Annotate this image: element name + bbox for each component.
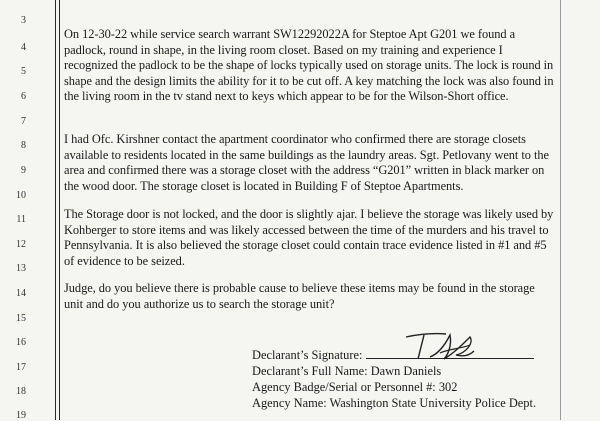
line-number: 9 (21, 165, 26, 176)
full-name-row: Declarant’s Full Name: Dawn Daniels (252, 364, 442, 378)
badge-row: Agency Badge/Serial or Personnel #: 302 (252, 380, 458, 394)
paragraph-storage-door: The Storage door is not locked, and the door is slightly ajar. I believe the storage was likely used by Kohberger to store items and was likely accessed between the time of the murders and his travel to Pennsylvania. It is also believed the storage closet could contain trace evidence listed in #1 and #5 of evidence to be seized. (64, 207, 554, 268)
margin-rule-outer (55, 0, 56, 420)
line-number: 18 (16, 386, 26, 397)
paragraph-storage-closet: I had Ofc. Kirshner contact the apartment coordinator who confirmed there are storage closets available to residents located in the same buildings as the laundry areas. Sgt. Petlovany went to the area and confirmed there was a storage closet with the address “G201” written in black marker on the wood door. The storage closet is located in Building F of Steptoe Apartments. (64, 132, 549, 193)
signature-row (252, 347, 562, 363)
line-number: 14 (16, 288, 26, 299)
line-number: 10 (16, 190, 26, 201)
line-number: 12 (16, 239, 26, 250)
paragraph-judge-question: Judge, do you believe there is probable cause to believe these items may be found in the storage unit and do you authorize us to search the storage unit? (64, 281, 535, 311)
line-number: 16 (16, 337, 26, 348)
signature-line (366, 357, 534, 359)
line-number: 11 (16, 214, 26, 225)
line-number: 7 (21, 116, 26, 127)
margin-rule-inner (59, 0, 60, 420)
line-number: 5 (21, 66, 26, 77)
line-number: 15 (16, 313, 26, 324)
paragraph-padlock: On 12-30-22 while service search warrant SW12292022A for Steptoe Apt G201 we found a padlock, round in shape, in the living room closet. Based on my training and experience I recognized the padlock to be the shape of locks typically used on storage units. The lock is round in shape and the design limits the ability for it to be cut off. A key matching the lock was also found in the living room in the tv stand next to keys which appear to be for the Wilson-Short office. (64, 27, 554, 104)
line-number: 8 (21, 140, 26, 151)
line-number: 6 (21, 91, 26, 102)
agency-row: Agency Name: Washington State University Police Dept. (252, 396, 537, 410)
line-number: 4 (21, 42, 26, 53)
line-number: 17 (16, 362, 26, 373)
line-number: 13 (16, 263, 26, 274)
signature-label: Declarant’s Signature: (252, 348, 363, 362)
line-number: 3 (21, 15, 26, 26)
declarant-block (252, 347, 562, 411)
line-number: 19 (16, 410, 26, 421)
